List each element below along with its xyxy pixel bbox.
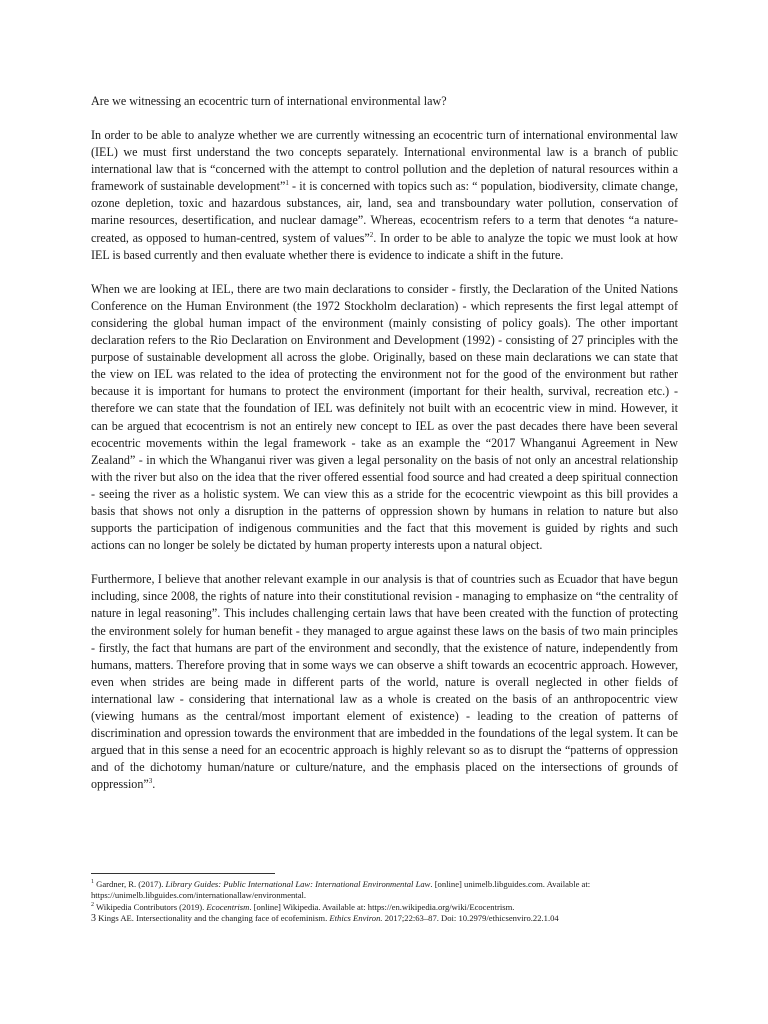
footnote-text: 2017;22:63–87. Doi: 10.2979/ethicsenviro.22.1.04 [382,913,559,924]
document-title: Are we witnessing an ecocentric turn of international environmental law? [91,94,447,108]
footnote-text: . [online] Wikipedia. Available at: https://en.wikipedia.org/wiki/Ecocentrism. [249,901,515,912]
footnote-title: Library Guides: Public International Law: International Environmental Law [165,879,431,889]
footnote-number: 1 [91,879,94,886]
paragraph-text: Furthermore, I believe that another relevant example in our analysis is that of countries such as Ecuador that have begun including, since 2008, the rights of nature into their constitutional revision - managing to emphasize on “the centrality of nature in legal reasoning”. This includes challenging certain laws that have been created with the function of protecting the environment solely for human benefit - they managed to argue against these laws on the basis of two main principles - firstly, the fact that humans are part of the environment and secondly, that the existence of nature, independently from humans, matters. Therefore proving that in some ways we can observe a shift towards an ecocentric approach. However, even when strides are being made in different parts of the world, nature is overall neglected in other fields of international law - considering that international law as a whole is created on the basis of an anthropocentric view (viewing humans as the central/most important element of existence) - leading to the creation of patterns of discrimination and opression towards the environment that are imbedded in the foundations of the legal system. It can be argued that in this sense a need for an ecocentric approach is highly relevant so as to disrupt the “patterns of oppression and of the dichotomy human/nature or culture/nature, and the emphasis placed on the intersections of grounds of oppression” [91,572,678,792]
footnote-reference-2[interactable]: 2 [369,230,374,239]
paragraph-text: . In order to be able to analyze the topic we must look at how IEL is based currently and then evaluate whether there is evidence to indicate a shift in the future. [91,230,679,262]
paragraph-ecuador [91,571,678,793]
footnote-number: 2 [91,901,94,908]
document-body [91,93,678,810]
footnote-text: . [online] unimelb.libguides.com. Available at: https://unimelb.libguides.com/internationallaw/environmental. [91,879,591,901]
footnote-3 [91,913,678,924]
footnote-reference-1[interactable]: 1 [285,179,289,188]
footnote-2 [91,902,678,913]
footnote-text: Kings AE. Intersectionality and the changing face of ecofeminism. [96,913,330,924]
footnote-title: Ecocentrism [206,901,250,912]
paragraph-text: In order to be able to analyze whether we are currently witnessing an ecocentric turn of international environmental law (IEL) we must first understand the two concepts separately. International environmental law is a branch of public international law that is “concerned with the attempt to control pollution and the depletion of natural resources within a framework of sustainable development” [91,128,678,194]
paragraph-text: . [152,777,156,792]
footnote-title: Ethics Environ. [329,913,383,924]
footnotes-section [91,873,678,925]
footnote-divider [91,873,275,874]
footnote-1 [91,879,678,902]
footnote-text: Gardner, R. (2017). [94,879,166,889]
paragraph-declarations: When we are looking at IEL, there are two main declarations to consider - firstly, the Declaration of the United Nations Conference on the Human Environment (the 1972 Stockholm declaration) - which represents the first legal attempt of considering the global human impact of the environment (mainly consisting of policy goals). The other important declaration refers to the Rio Declaration on Environment and Development (1992) - consisting of 27 principles with the purpose of sustainable development all across the globe. Originally, based on these main declarations we can state that the view on IEL was related to the idea of protecting the environment not for the good of the environment but rather because it is important for humans to protect the environment (important for their health, survival, recreation etc.) - therefore we can state that the foundation of IEL was definitely not built with an ecocentric view in mind. However, it can be argued that ecocentrism is not an entirely new concept to IEL as over the past decades there have been several ecocentric movements within the legal framework - take as an example the “2017 Whanganui Agreement in New Zealand” - in which the Whanganui river was given a legal personality on the basis of not only an ancestral relationship with the river but also on the idea that the river offered essential food source and had created a deep spiritual connection - seeing the river as a holistic system. We can view this as a stride for the ecocentric viewpoint as this bill provides a basis that shows not only a disruption in the patterns of oppression shown by humans in relation to nature but also supports the participation of indigenous communities and the fact that this movement is guided by rights and such actions can no longer be solely be dictated by human property interests upon a natural object. [91,281,678,553]
paragraph-text: - it is concerned with topics such as: “ population, biodiversity, climate change, ozone depletion, toxic and hazardous substances, air, land, sea and transboundary water pollution, conservation of marine resources, desertification, and nuclear damage”. Whereas, ecocentrism refers to a term that denotes “a nature-created, as opposed to human-centred, system of values” [91,179,678,245]
footnote-number: 3 [91,913,96,925]
paragraph-introduction [91,127,678,264]
footnote-reference-3[interactable]: 3 [148,777,153,786]
footnote-text: Wikipedia Contributors (2019). [94,901,207,912]
